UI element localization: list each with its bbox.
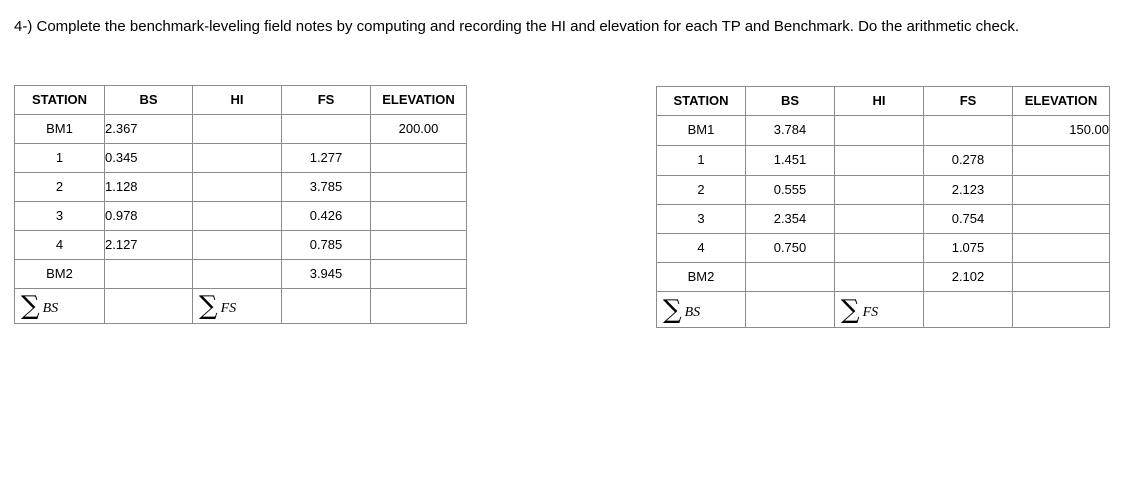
table-row: [15, 260, 467, 289]
elevation-cell: [1013, 176, 1110, 205]
fs-cell: [924, 116, 1013, 146]
elevation-cell: [371, 173, 467, 202]
sum-fs-cell: [835, 292, 924, 328]
elevation-cell: [371, 144, 467, 173]
sum-bs-label: BS: [684, 304, 701, 320]
field-notes-table-left: [14, 85, 467, 324]
sum-fs-label: FS: [862, 304, 879, 320]
station-cell: BM2: [657, 263, 746, 292]
table-row: [15, 144, 467, 173]
sum-row: [657, 292, 1110, 328]
hi-cell: [835, 234, 924, 263]
bs-cell: 1.128: [105, 173, 193, 202]
header-fs: FS: [282, 86, 371, 115]
header-hi: HI: [835, 87, 924, 116]
fs-cell: 0.426: [282, 202, 371, 231]
sum-row: [15, 289, 467, 324]
header-hi: HI: [193, 86, 282, 115]
station-cell: 3: [15, 202, 105, 231]
elevation-cell: 200.00: [371, 115, 467, 144]
sum-empty-cell: [371, 289, 467, 324]
sum-fs-label: FS: [220, 301, 237, 316]
hi-cell: [193, 173, 282, 202]
hi-cell: [193, 260, 282, 289]
sum-bs-cell: [15, 289, 105, 324]
table-row: [657, 205, 1110, 234]
header-row: [15, 86, 467, 115]
sum-fs-value-cell: [924, 292, 1013, 328]
station-cell: 4: [657, 234, 746, 263]
table-row: [657, 146, 1110, 176]
table-row: [657, 176, 1110, 205]
sum-empty-cell: [1013, 292, 1110, 328]
header-bs: BS: [105, 86, 193, 115]
elevation-cell: [1013, 234, 1110, 263]
elevation-cell: [371, 231, 467, 260]
hi-cell: [193, 144, 282, 173]
hi-cell: [835, 116, 924, 146]
field-notes-table-right: [656, 86, 1110, 328]
bs-cell: 0.345: [105, 144, 193, 173]
elevation-cell: 150.00: [1013, 116, 1110, 146]
header-elevation: ELEVATION: [371, 86, 467, 115]
header-fs: FS: [924, 87, 1013, 116]
hi-cell: [193, 231, 282, 260]
header-bs: BS: [746, 87, 835, 116]
station-cell: BM1: [657, 116, 746, 146]
bs-cell: 0.750: [746, 234, 835, 263]
fs-cell: 1.277: [282, 144, 371, 173]
bs-cell: 3.784: [746, 116, 835, 146]
elevation-cell: [1013, 263, 1110, 292]
elevation-cell: [1013, 205, 1110, 234]
bs-cell: 2.367: [105, 115, 193, 144]
sum-bs-label: BS: [42, 301, 59, 316]
bs-cell: 0.555: [746, 176, 835, 205]
bs-cell: [746, 263, 835, 292]
sigma-icon: ∑: [841, 294, 860, 325]
table-row: [15, 202, 467, 231]
header-row: [657, 87, 1110, 116]
table-row: [657, 263, 1110, 292]
fs-cell: 0.278: [924, 146, 1013, 176]
table-row: [15, 231, 467, 260]
sum-bs-value-cell: [746, 292, 835, 328]
bs-cell: 2.127: [105, 231, 193, 260]
sigma-icon: ∑: [199, 291, 218, 321]
sum-fs-cell: [193, 289, 282, 324]
station-cell: BM2: [15, 260, 105, 289]
fs-cell: 0.754: [924, 205, 1013, 234]
header-elevation: ELEVATION: [1013, 87, 1110, 116]
hi-cell: [193, 115, 282, 144]
station-cell: 4: [15, 231, 105, 260]
station-cell: BM1: [15, 115, 105, 144]
station-cell: 2: [15, 173, 105, 202]
table-row: [657, 234, 1110, 263]
hi-cell: [835, 146, 924, 176]
bs-cell: 1.451: [746, 146, 835, 176]
station-cell: 1: [657, 146, 746, 176]
station-cell: 2: [657, 176, 746, 205]
hi-cell: [835, 205, 924, 234]
sigma-icon: ∑: [663, 294, 682, 325]
fs-cell: [282, 115, 371, 144]
sum-fs-value-cell: [282, 289, 371, 324]
elevation-cell: [1013, 146, 1110, 176]
sum-bs-cell: [657, 292, 746, 328]
hi-cell: [193, 202, 282, 231]
table-row: [15, 173, 467, 202]
table-row: [657, 116, 1110, 146]
fs-cell: 0.785: [282, 231, 371, 260]
fs-cell: 3.945: [282, 260, 371, 289]
fs-cell: 2.123: [924, 176, 1013, 205]
elevation-cell: [371, 202, 467, 231]
bs-cell: 0.978: [105, 202, 193, 231]
station-cell: 3: [657, 205, 746, 234]
sum-bs-value-cell: [105, 289, 193, 324]
fs-cell: 1.075: [924, 234, 1013, 263]
instruction-text: 4-) Complete the benchmark-leveling field notes by computing and recording the HI and elevation for each TP and Benchmark. Do the arithmetic check.: [14, 18, 1019, 35]
bs-cell: [105, 260, 193, 289]
hi-cell: [835, 176, 924, 205]
station-cell: 1: [15, 144, 105, 173]
sigma-icon: ∑: [21, 291, 40, 321]
fs-cell: 2.102: [924, 263, 1013, 292]
bs-cell: 2.354: [746, 205, 835, 234]
header-station: STATION: [15, 86, 105, 115]
hi-cell: [835, 263, 924, 292]
table-row: [15, 115, 467, 144]
elevation-cell: [371, 260, 467, 289]
fs-cell: 3.785: [282, 173, 371, 202]
header-station: STATION: [657, 87, 746, 116]
